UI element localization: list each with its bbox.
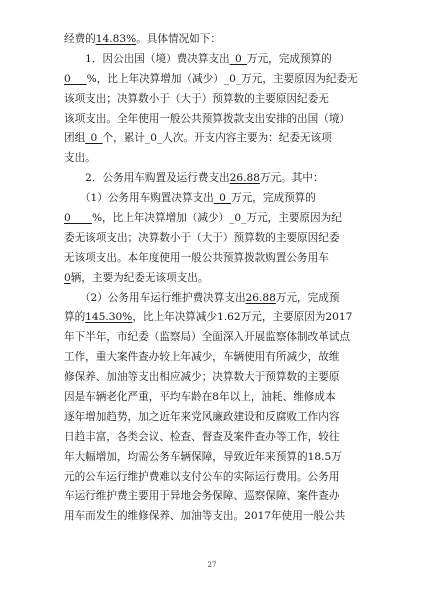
- text-segment: 万元，完成预算的: [247, 52, 332, 65]
- text-segment: 该项支出；决算数小于（大于）预算数的主要原因纪委无: [64, 92, 329, 105]
- text-segment: 辆，主要为纪委无该项支出。: [70, 271, 209, 284]
- text-segment: 日趋丰富，各类会议、检查、督查及案件查办等工作，较往: [64, 430, 340, 443]
- underlined-value: _0_: [229, 52, 247, 65]
- text-line: [64, 30, 368, 50]
- text-segment: 个，累计_0_人次。开支内容主要为：纪委无该项: [102, 132, 332, 145]
- text-segment: 年大幅增加，均需公务车辆保障，导致近年来预算的18.5万: [64, 450, 342, 463]
- text-line: [64, 169, 368, 189]
- underlined-value: 145.30%: [85, 311, 133, 324]
- text-segment: 委无该项支出；决算数小于（大于）预算数的主要原因纪委: [64, 231, 340, 244]
- underlined-value: _0_: [213, 192, 232, 205]
- text-line: [64, 50, 368, 70]
- text-segment: %，比上年决算增加（减少）_0_万元，主要原因为纪: [91, 212, 342, 225]
- underlined-value: 0: [64, 271, 71, 284]
- text-segment: （1）公务用车购置决算支出: [64, 192, 214, 205]
- underlined-value: 0____: [64, 212, 92, 225]
- text-line: [64, 289, 368, 309]
- text-segment: 支出。: [64, 152, 96, 165]
- text-line: [64, 110, 368, 130]
- text-segment: 经费的: [64, 33, 96, 45]
- text-line: [64, 229, 368, 249]
- underlined-value: 14.83%: [95, 33, 137, 45]
- text-segment: 无该项支出。本年度使用一般公共预算拨款购置公务用车: [64, 251, 329, 264]
- text-segment: 该项支出。全年使用一般公共预算拨款支出安排的出国（境）: [64, 112, 351, 125]
- text-segment: 团组: [64, 132, 86, 145]
- text-line: [64, 90, 368, 110]
- text-line: [64, 368, 368, 388]
- text-line: [64, 428, 368, 448]
- text-segment: 修保养、加油等支出相应减少；决算数大于预算数的主要原: [64, 371, 340, 384]
- text-line: [64, 249, 368, 269]
- text-segment: 1．因公出国（境）费决算支出: [64, 52, 230, 65]
- text-segment: 工作，重大案件查办较上年减少，车辆使用有所减少，故维: [64, 351, 340, 364]
- text-segment: 算的: [64, 311, 86, 324]
- underlined-value: 0___: [64, 72, 87, 85]
- text-segment: %，比上年决算增加（减少）_0_万元，主要原因为纪委无: [86, 72, 358, 85]
- text-line: [64, 487, 368, 507]
- text-line: [64, 388, 368, 408]
- text-line: [64, 507, 368, 527]
- text-line: [64, 189, 368, 209]
- text-line: [64, 70, 368, 90]
- text-segment: 年下半年，市纪委（监察局）全面深入开展监察体制改革试点: [64, 331, 351, 344]
- text-line: [64, 348, 368, 368]
- text-segment: 逐年增加趋势，加之近年来党风廉政建设和反腐败工作内容: [64, 410, 340, 423]
- text-segment: 。具体情况如下：: [136, 33, 221, 45]
- text-line: [64, 468, 368, 488]
- text-segment: 万元，完成预算的: [231, 192, 316, 205]
- page-number: 27: [207, 561, 217, 569]
- text-segment: 万元，完成预: [275, 291, 340, 304]
- text-segment: 因是车辆老化严重，平均车龄在8年以上，油耗、维修成本: [64, 391, 336, 404]
- text-segment: 车运行维护费主要用于异地会务保障、巡察保障、案件查办: [64, 490, 340, 503]
- text-line: [64, 209, 368, 229]
- underlined-value: 26.88: [229, 172, 260, 185]
- text-line: [64, 408, 368, 428]
- text-line: [64, 129, 368, 149]
- text-line: [64, 149, 368, 169]
- underlined-value: 26.88: [245, 291, 276, 304]
- text-segment: （2）公务用车运行维护费决算支出: [64, 291, 246, 304]
- text-segment: ，比上年决算减少1.62万元，主要原因为2017: [132, 311, 353, 324]
- text-line: [64, 269, 368, 289]
- text-line: [64, 308, 368, 328]
- text-segment: 万元。其中：: [259, 172, 324, 185]
- underlined-value: _0_: [85, 132, 103, 145]
- text-line: [64, 448, 368, 468]
- text-line: [64, 328, 368, 348]
- text-segment: 2．公务用车购置及运行费支出: [64, 172, 230, 185]
- text-segment: 元的公车运行维护费难以支付公车的实际运行费用。公务用: [64, 470, 340, 483]
- text-segment: 用车而发生的维修保养、加油等支出。2017年使用一般公共: [64, 510, 346, 523]
